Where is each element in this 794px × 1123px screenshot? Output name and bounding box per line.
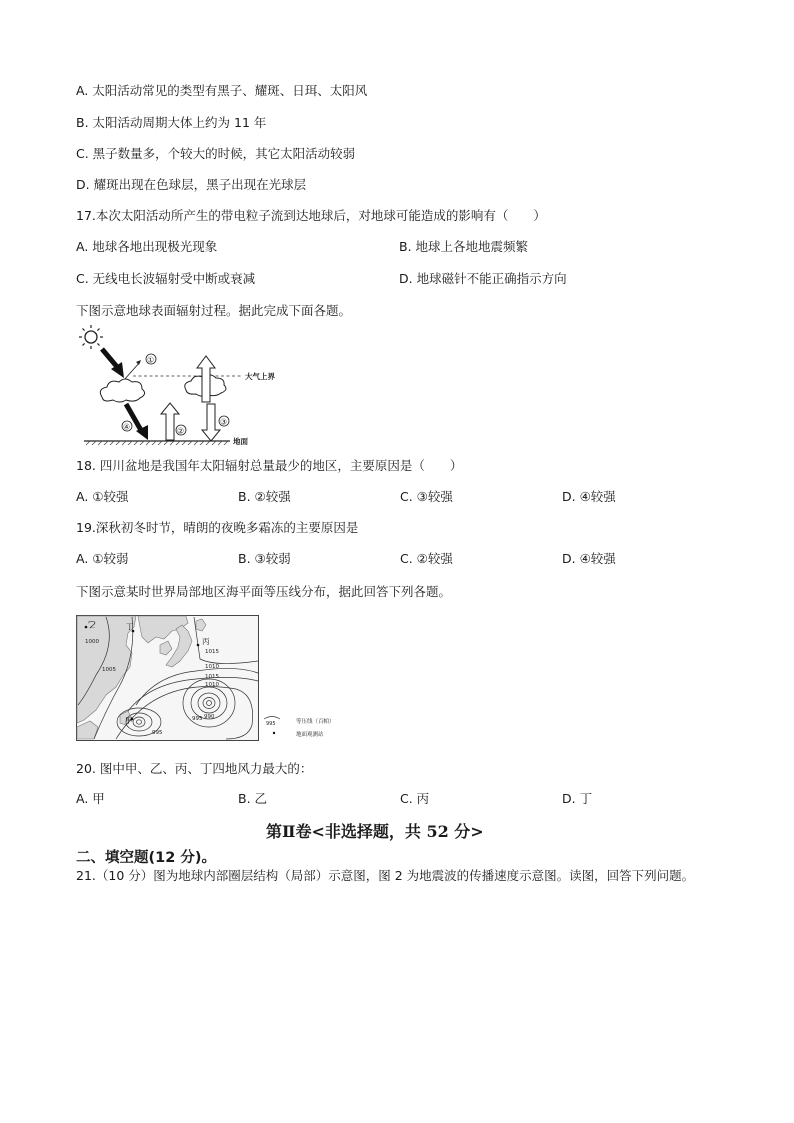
station-bing [197,644,200,647]
q16-option-b: B. 太阳活动周期大体上约为 11 年 [76,115,267,130]
q18-option-d: D. ④较强 [562,489,616,504]
q17-option-c: C. 无线电长波辐射受中断或衰减 [76,271,256,286]
place-jia: 甲 [125,716,133,725]
place-bing: 丙 [202,637,210,646]
q16-option-a: A. 太阳活动常见的类型有黑子、耀斑、日珥、太阳风 [76,83,368,98]
q20-stem: 20. 图中甲、乙、丙、丁四地风力最大的： [76,761,313,776]
intro-radiation: 下图示意地球表面辐射过程。据此完成下面各题。 [76,303,352,318]
q17-stem: 17.本次太阳活动所产生的带电粒子流到达地球后，对地球可能造成的影响有（ ） [76,208,546,223]
q19-option-b: B. ③较弱 [238,551,291,566]
q20-option-c: C. 丙 [400,791,430,806]
isobar-label: 1015 [205,674,219,680]
q19-option-c: C. ②较强 [400,551,453,566]
q18-option-b: B. ②较强 [238,489,291,504]
q18-stem: 18. 四川盆地是我国年太阳辐射总量最少的地区，主要原因是（ ） [76,458,463,473]
station-yi [85,626,88,629]
legend-isobar-sample: 995 [266,721,276,727]
isobar-label: 1000 [85,639,99,645]
arrow-4-label: ④ [123,422,131,432]
map-legend [264,717,335,739]
isobar-label: 1010 [205,682,219,688]
q20-option-a: A. 甲 [76,791,105,806]
radiation-diagram [78,324,275,450]
q17-option-a: A. 地球各地出现极光现象 [76,239,218,254]
q16-option-d: D. 耀斑出现在色球层，黑子出现在光球层 [76,177,307,192]
sun-icon [79,325,103,349]
q20-option-b: B. 乙 [238,791,268,806]
incoming-radiation-arrow [102,349,124,378]
legend-isobar-label: 等压线（百帕） [296,719,335,725]
q19-option-a: A. ①较弱 [76,551,129,566]
place-ding: 丁 [126,622,134,631]
arrow-3-label: ③ [220,417,228,427]
ground-line [84,441,230,445]
left-cloud-icon [100,379,144,402]
arrow-1-label: ① [147,355,155,365]
q19-stem: 19.深秋初冬时节，晴朗的夜晚多霜冻的主要原因是 [76,520,359,535]
arrow-1-line [124,362,140,380]
q18-option-a: A. ①较强 [76,489,129,504]
isobar-label: 995 [152,730,163,736]
arrow-1-head [136,360,141,365]
q17-option-b: B. 地球上各地地震频繁 [399,239,529,254]
place-yi: 乙 [88,620,96,629]
intro-pressure: 下图示意某时世界局部地区海平面等压线分布，据此回答下列各题。 [76,584,452,599]
isobar-label: 995 [192,716,203,722]
q16-option-c: C. 黑子数量多，个较大的时候，其它太阳活动较弱 [76,146,356,161]
ground-label: 地面 [233,437,248,446]
q21-text: 21.（10 分）图为地球内部圈层结构（局部）示意图，图 2 为地震波的传播速度示意图。读图，回答下列问题。 [76,868,695,883]
part2-title: 第Ⅱ卷<非选择题，共 52 分> [266,822,484,841]
arrow-2-label: ② [177,426,185,436]
q19-option-d: D. ④较强 [562,551,616,566]
q18-option-c: C. ③较强 [400,489,453,504]
isobar-label: 1015 [205,649,219,655]
legend-station-label: 地面观测站 [296,732,324,738]
arrow-3 [202,404,220,441]
q17-option-d: D. 地球磁针不能正确指示方向 [399,271,567,286]
isobar-label: 1005 [102,667,116,673]
q20-option-d: D. 丁 [562,791,593,806]
isobar-map [76,615,346,743]
isobar-label: 990 [204,714,215,720]
section2-heading: 二、填空题(12 分)。 [76,850,216,866]
isobar-label: 1010 [205,664,219,670]
atmosphere-top-label: 大气上界 [245,372,275,381]
